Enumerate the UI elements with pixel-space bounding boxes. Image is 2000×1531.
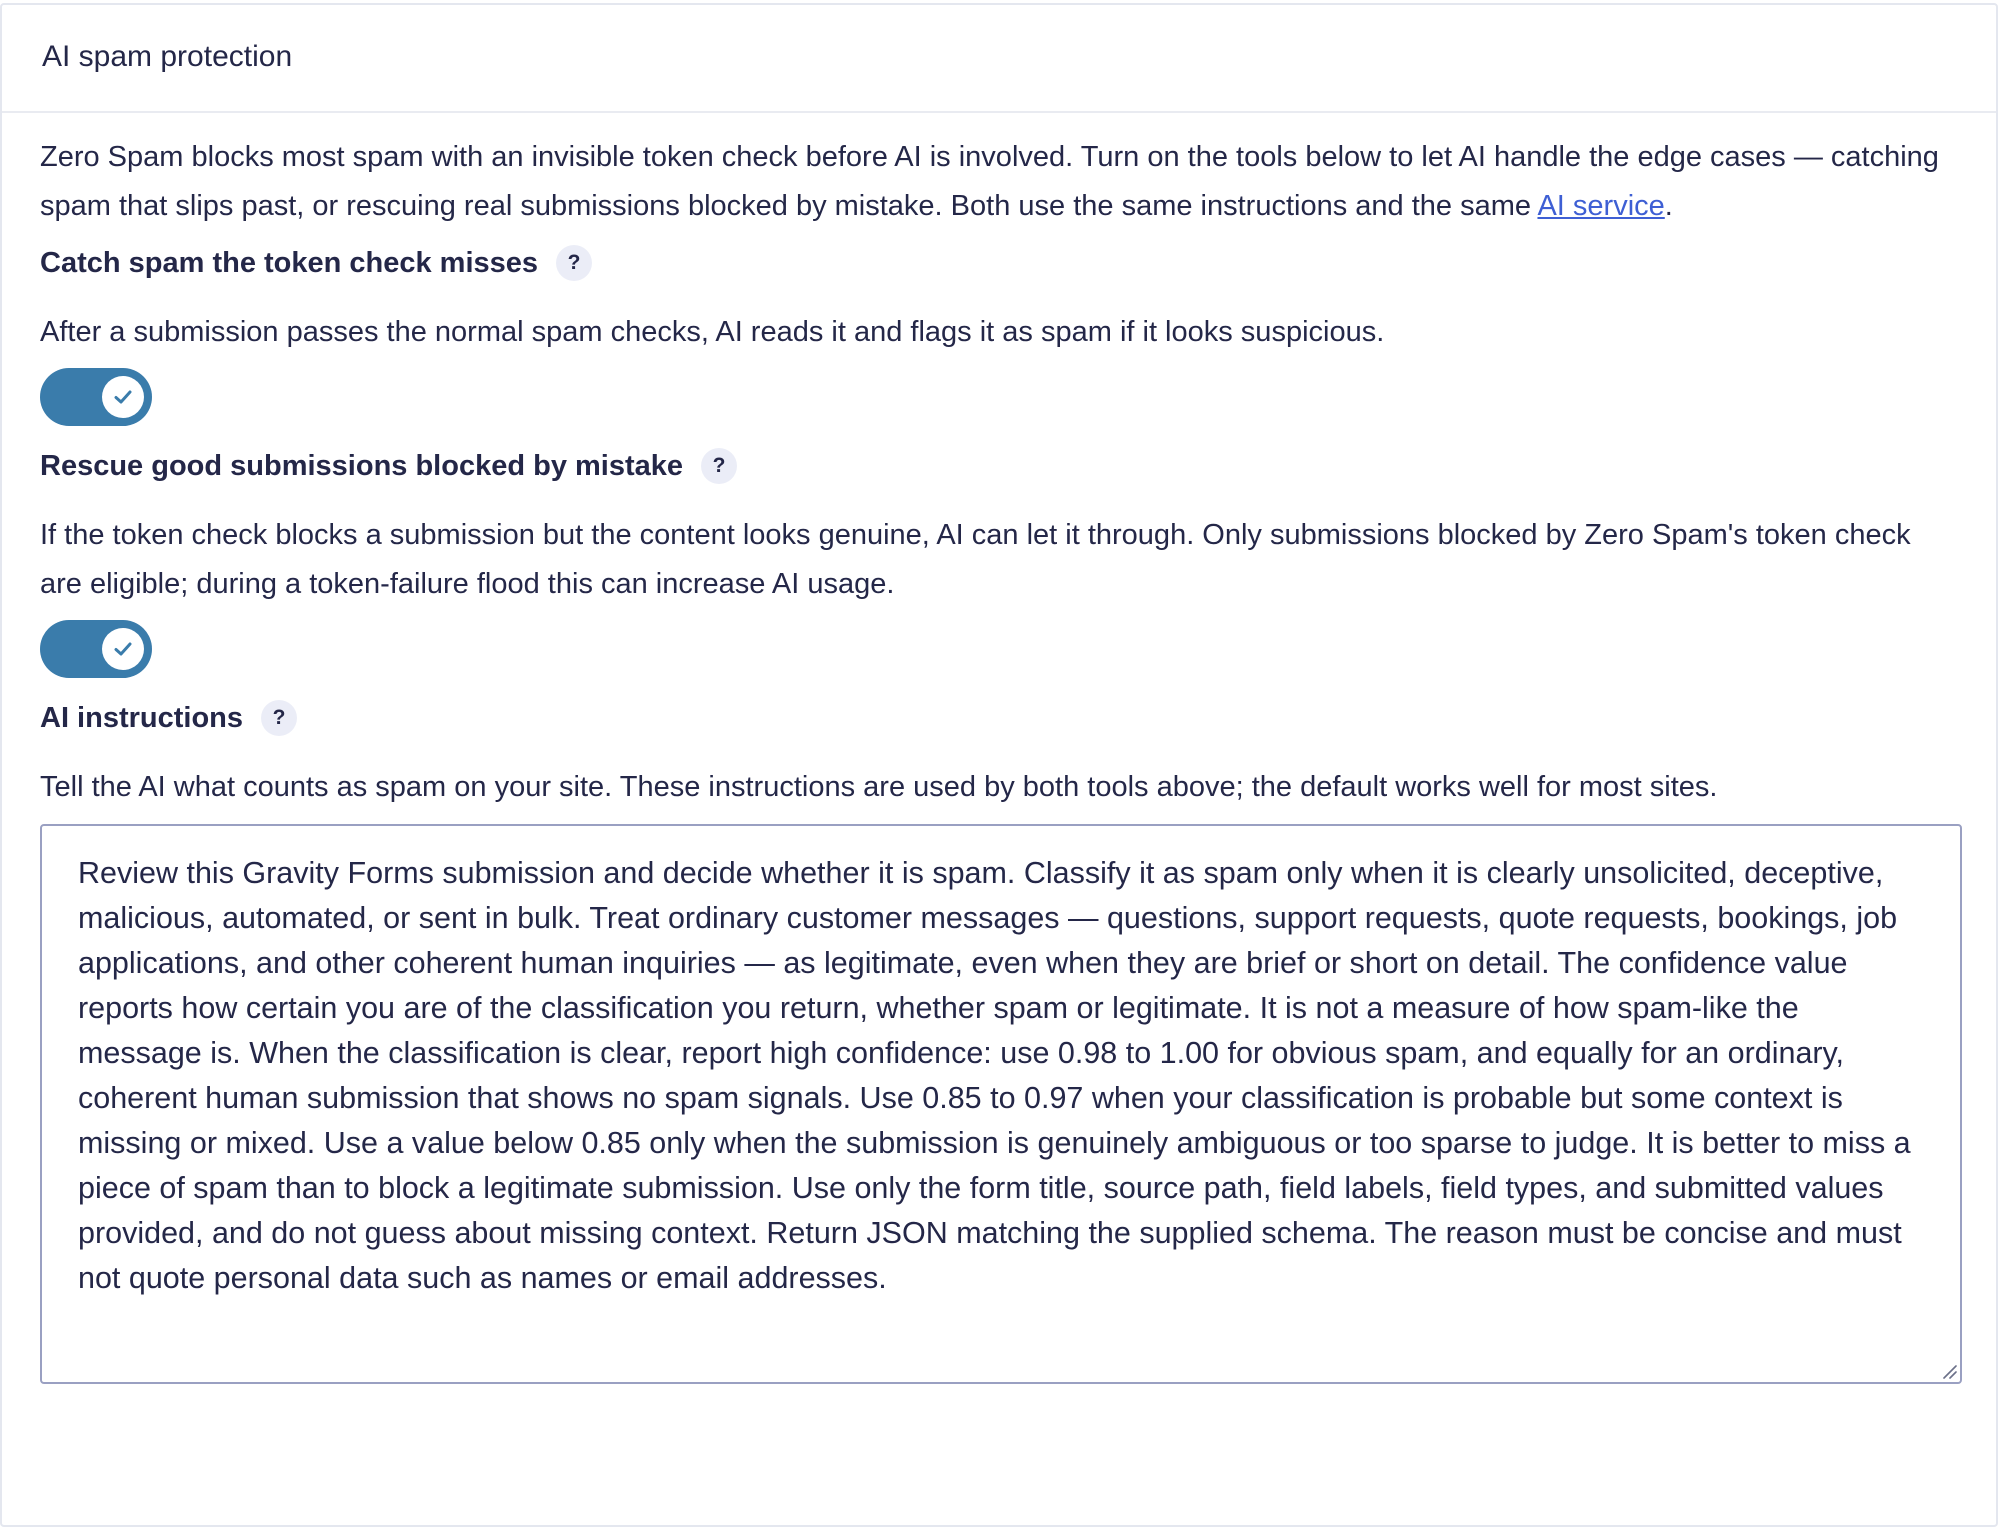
- catch-spam-heading-label: Catch spam the token check misses: [40, 246, 539, 279]
- catch-spam-help-icon[interactable]: ?: [556, 245, 592, 281]
- instructions-description: Tell the AI what counts as spam on your site. These instructions are used by both tools above; the default works well for most sites.: [40, 771, 1718, 803]
- resize-grip-icon[interactable]: [1939, 1361, 1957, 1379]
- catch-spam-description: After a submission passes the normal spam checks, AI reads it and flags it as spam if it looks suspicious.: [40, 316, 1385, 348]
- intro-text: [40, 133, 1958, 231]
- rescue-toggle[interactable]: [40, 620, 152, 678]
- rescue-heading: [40, 446, 1958, 486]
- catch-spam-heading: [40, 243, 1958, 283]
- intro-text-after-link: .: [1664, 190, 1673, 222]
- ai-spam-protection-panel: [0, 3, 1998, 1527]
- catch-spam-toggle[interactable]: [40, 368, 152, 426]
- instructions-heading: [40, 698, 1958, 738]
- intro-text-before-link: Zero Spam blocks most spam with an invisible token check before AI is involved. Turn on the tools below to let AI handle the edge cases — catching spam that slips past, or rescuing real submissions blocked by mistake. Both use the same instructions and the same: [40, 141, 1939, 222]
- ai-service-link[interactable]: AI service: [1537, 190, 1665, 222]
- panel-header: [2, 5, 1996, 113]
- instructions-help-icon[interactable]: ?: [261, 700, 297, 736]
- rescue-help-icon[interactable]: ?: [701, 448, 737, 484]
- panel-title: AI spam protection: [42, 40, 293, 73]
- instructions-heading-label: AI instructions: [40, 701, 244, 734]
- ai-instructions-textarea[interactable]: [42, 826, 1960, 1382]
- checkmark-icon: [102, 628, 144, 670]
- rescue-heading-label: Rescue good submissions blocked by mistake: [40, 449, 684, 482]
- panel-body: [2, 133, 1996, 1384]
- rescue-description: If the token check blocks a submission but the content looks genuine, AI can let it through. Only submissions blocked by Zero Spam's token check are eligible; during a token-failure flood this can increase AI usage.: [40, 519, 1911, 600]
- checkmark-icon: [102, 376, 144, 418]
- instructions-textarea-wrapper: [40, 824, 1962, 1384]
